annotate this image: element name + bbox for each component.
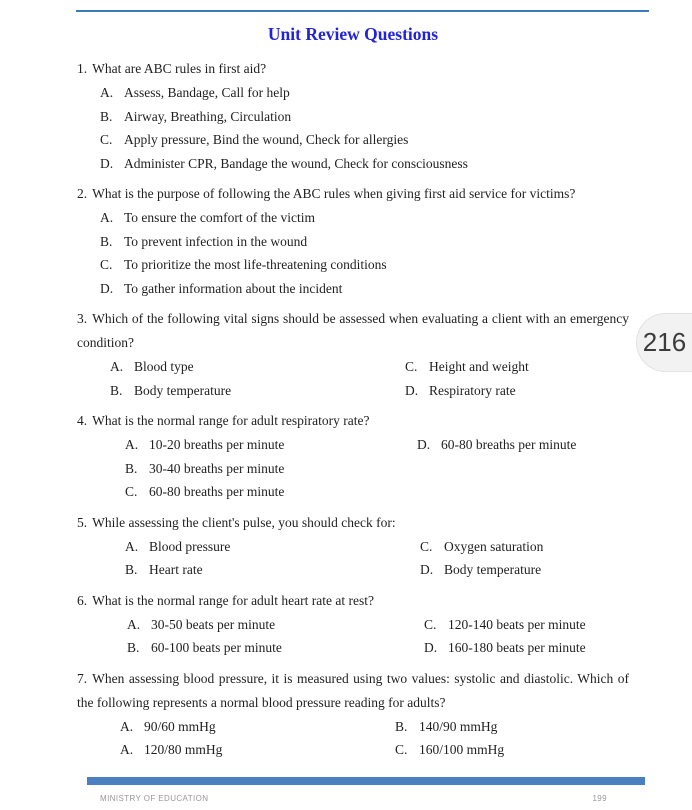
option — [77, 457, 629, 481]
option — [77, 152, 629, 176]
option-text: Body temperature — [134, 382, 232, 398]
option-letter: A. — [110, 359, 124, 374]
option — [77, 355, 629, 379]
option-text: 60-80 breaths per minute — [441, 437, 577, 452]
option-row — [77, 558, 629, 582]
question-text — [77, 182, 629, 206]
option-letter: A. — [100, 85, 114, 100]
option-text: To prioritize the most life-threatening conditions — [124, 257, 387, 272]
option-text: 90/60 mmHg — [144, 718, 216, 734]
option-text: Assess, Bandage, Call for help — [124, 85, 290, 100]
question-block-3 — [77, 307, 629, 402]
option — [417, 433, 576, 457]
option-text: 140/90 mmHg — [419, 718, 498, 734]
option-text: Oxygen saturation — [444, 538, 544, 554]
option-text: Blood type — [134, 359, 194, 374]
top-rule — [76, 10, 649, 12]
option-letter: C. — [125, 484, 138, 499]
option-letter: A. — [120, 718, 134, 734]
option-row — [77, 457, 629, 481]
question-number: 4. — [77, 413, 88, 428]
option — [405, 355, 529, 379]
question-number: 7. — [77, 670, 88, 686]
question-number: 2. — [77, 186, 88, 201]
option-text: 10-20 breaths per minute — [149, 437, 285, 452]
option — [77, 738, 629, 762]
option-letter: A. — [127, 616, 141, 632]
page-indicator-badge[interactable] — [636, 313, 692, 372]
option-text: Body temperature — [444, 562, 542, 577]
option-row — [77, 613, 629, 637]
option — [77, 81, 629, 105]
option-letter: C. — [100, 132, 113, 147]
option — [77, 253, 629, 277]
question-block-1 — [77, 57, 629, 175]
question-body: Which of the following vital signs should be assessed when evaluating a client with an emergency condition? — [77, 311, 629, 350]
question-text — [77, 409, 629, 433]
question-block-7 — [77, 667, 629, 762]
question-number: 5. — [77, 514, 88, 530]
option-letter: B. — [125, 460, 138, 476]
option-letter: B. — [100, 108, 113, 124]
option-letter: D. — [100, 155, 114, 171]
question-body: What is the normal range for adult respiratory rate? — [92, 413, 370, 428]
option-text: Airway, Breathing, Circulation — [124, 108, 292, 124]
page-indicator-value: 216 — [642, 327, 687, 357]
option-row — [77, 277, 629, 301]
option-text: 120/80 mmHg — [144, 742, 223, 757]
option-text: 30-50 beats per minute — [151, 616, 276, 632]
question-text — [77, 511, 629, 535]
question-text — [77, 589, 629, 613]
option-row — [77, 480, 629, 504]
option-row — [77, 636, 629, 660]
option-text: To ensure the comfort of the victim — [124, 210, 315, 225]
option-row — [77, 152, 629, 176]
option-letter: C. — [420, 538, 433, 554]
option-text: 60-100 beats per minute — [151, 640, 282, 655]
option-row — [77, 379, 629, 403]
footer-publisher: MINISTRY OF EDUCATION — [100, 794, 209, 803]
option — [77, 277, 629, 301]
option-text: Apply pressure, Bind the wound, Check for allergies — [124, 132, 409, 147]
question-body: What are ABC rules in first aid? — [92, 61, 267, 76]
option-text: 30-40 breaths per minute — [149, 460, 285, 476]
page-title: Unit Review Questions — [267, 24, 439, 44]
option-letter: C. — [100, 257, 113, 272]
page-content — [77, 22, 629, 762]
option — [420, 535, 543, 559]
option-row — [77, 128, 629, 152]
option-row — [77, 715, 629, 739]
option — [77, 535, 629, 559]
option-row — [77, 433, 629, 457]
option-text: To prevent infection in the wound — [124, 233, 308, 249]
option — [395, 715, 497, 739]
bottom-rule — [87, 777, 645, 785]
option-text: 120-140 beats per minute — [448, 616, 586, 632]
option-row — [77, 230, 629, 254]
option-letter: B. — [125, 562, 138, 577]
option — [77, 128, 629, 152]
question-block-2 — [77, 182, 629, 300]
footer-page-number: 199 — [592, 794, 607, 803]
question-number: 3. — [77, 311, 88, 326]
question-number: 6. — [77, 592, 88, 608]
option — [424, 636, 586, 660]
option-text: Blood pressure — [149, 538, 231, 554]
option-text: To gather information about the incident — [124, 280, 343, 296]
option — [77, 105, 629, 129]
option — [77, 379, 629, 403]
option — [77, 206, 629, 230]
option-letter: D. — [424, 640, 438, 655]
page-footer — [100, 794, 607, 803]
option-text: Heart rate — [149, 562, 203, 577]
option-letter: C. — [405, 359, 418, 374]
option-letter: D. — [420, 562, 434, 577]
option-text: 60-80 breaths per minute — [149, 484, 285, 499]
option-letter: D. — [417, 437, 431, 452]
option — [77, 715, 629, 739]
question-body: What is the purpose of following the ABC rules when giving first aid service for victims? — [92, 186, 576, 201]
question-body: When assessing blood pressure, it is measured using two values: systolic and diastolic. Which of the following represents a normal blood pressure reading for adults? — [77, 670, 629, 710]
question-text — [77, 57, 629, 81]
option-row — [77, 105, 629, 129]
option-text: Respiratory rate — [429, 382, 516, 398]
option-letter: A. — [120, 742, 134, 757]
option-letter: B. — [395, 718, 408, 734]
option-row — [77, 253, 629, 277]
question-block-5 — [77, 511, 629, 582]
question-number: 1. — [77, 61, 88, 76]
question-body: What is the normal range for adult heart rate at rest? — [92, 592, 374, 608]
option-letter: D. — [100, 280, 114, 296]
option-text: Administer CPR, Bandage the wound, Check for consciousness — [124, 155, 468, 171]
question-block-4 — [77, 409, 629, 504]
option-letter: C. — [395, 742, 408, 757]
question-block-6 — [77, 589, 629, 660]
option-letter: B. — [100, 233, 113, 249]
option — [405, 379, 516, 403]
option — [77, 558, 629, 582]
option — [77, 480, 629, 504]
question-text — [77, 307, 629, 355]
option-letter: A. — [125, 538, 139, 554]
option-row — [77, 738, 629, 762]
option — [420, 558, 541, 582]
option-row — [77, 355, 629, 379]
option-row — [77, 81, 629, 105]
option-row — [77, 206, 629, 230]
option — [424, 613, 586, 637]
option-letter: B. — [127, 640, 140, 655]
question-body: While assessing the client's pulse, you should check for: — [92, 514, 396, 530]
option-text: Height and weight — [429, 359, 529, 374]
option-letter: A. — [125, 437, 139, 452]
option-text: 160/100 mmHg — [419, 742, 505, 757]
option-letter: C. — [424, 616, 437, 632]
question-text — [77, 667, 629, 715]
option-letter: B. — [110, 382, 123, 398]
option-text: 160-180 beats per minute — [448, 640, 586, 655]
option — [395, 738, 504, 762]
option-letter: D. — [405, 382, 419, 398]
option-letter: A. — [100, 210, 114, 225]
option — [77, 230, 629, 254]
option-row — [77, 535, 629, 559]
